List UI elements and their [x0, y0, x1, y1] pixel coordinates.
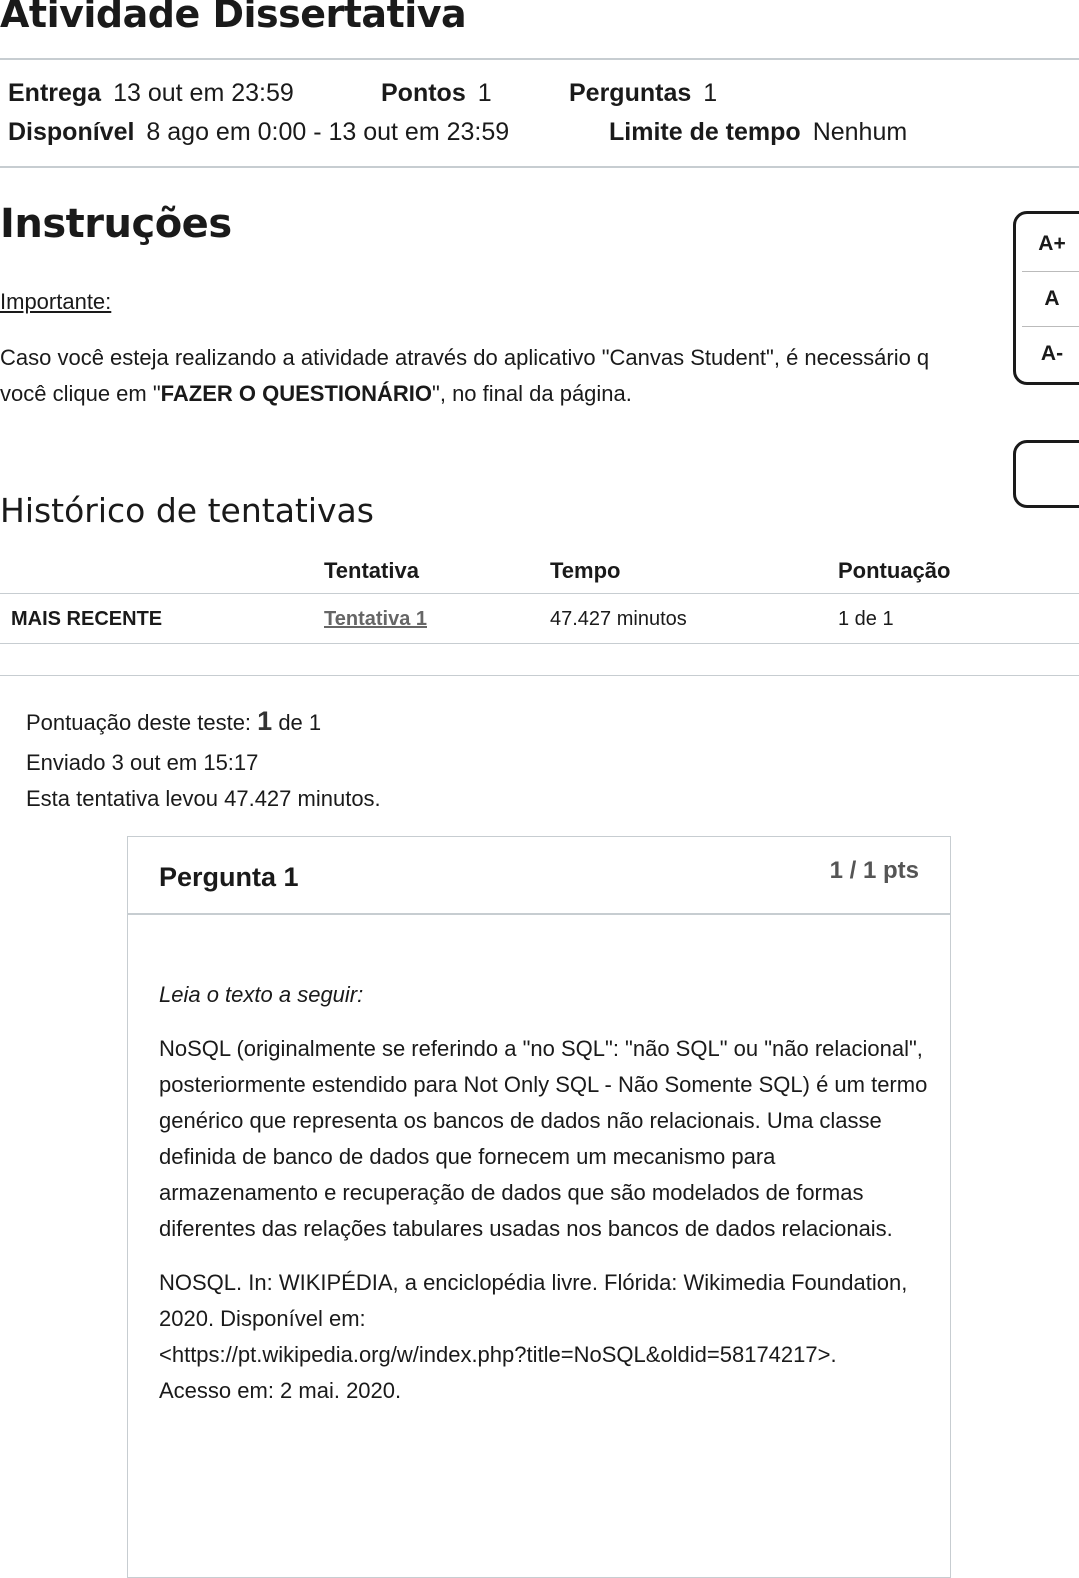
row-label: MAIS RECENTE	[11, 608, 163, 630]
questions-value: 1	[703, 79, 718, 107]
divider	[0, 58, 1079, 60]
divider	[0, 166, 1079, 168]
score-value: 1	[257, 706, 273, 736]
page-title: Atividade Dissertativa	[0, 0, 467, 36]
divider	[1022, 326, 1079, 327]
question-paragraph: NoSQL (originalmente se referindo a "no SQL": "não SQL" ou "não relacional", posteriormente estendido para Not Only SQL - Não Somente SQL) é um termo genérico que representa os bancos de dados não relacionais. Uma classe definida de banco de dados que fornecem um mecanismo para armazenamento e recuperação de dados que são modelados de formas diferentes das relações tabulares usadas nos bancos de dados relacionais.	[159, 1036, 928, 1241]
font-decrease-button[interactable]: A-	[1040, 342, 1064, 365]
font-normal-button[interactable]: A	[1044, 287, 1060, 310]
time-limit-value: Nenhum	[812, 118, 908, 146]
font-increase-button[interactable]: A+	[1038, 232, 1066, 255]
column-header-time: Tempo	[550, 558, 621, 583]
question-body	[159, 977, 929, 1427]
points-info	[381, 79, 492, 108]
points-value: 1	[477, 79, 492, 107]
time-limit-label: Limite de tempo	[609, 118, 801, 146]
important-label: Importante:	[0, 289, 112, 314]
points-label: Pontos	[381, 79, 466, 107]
time-limit	[609, 118, 907, 147]
questions-info	[569, 79, 717, 108]
instructions-text: Caso você esteja realizando a atividade através do aplicativo "Canvas Student", é necessário q você clique em "FAZER O QUESTIONÁRIO", no final da página.	[0, 345, 930, 406]
instructions-bold: FAZER O QUESTIONÁRIO	[160, 381, 433, 406]
due-label: Entrega	[8, 79, 102, 107]
column-header-attempt: Tentativa	[324, 558, 419, 583]
instructions-heading: Instruções	[0, 201, 232, 247]
side-tool-button[interactable]	[1013, 440, 1079, 508]
divider	[1022, 271, 1079, 272]
question-intro: Leia o texto a seguir:	[159, 982, 364, 1007]
question-citation: NOSQL. In: WIKIPÉDIA, a enciclopédia livre. Flórida: Wikimedia Foundation, 2020. Disponível em: <https://pt.wikipedia.org/w/index.php?title=NoSQL&oldid=58174217>. Acesso em: 2 mai. 2020.	[159, 1270, 908, 1403]
due-value: 13 out em 23:59	[113, 79, 294, 107]
questions-label: Perguntas	[569, 79, 692, 107]
attempt-link[interactable]: Tentativa 1	[324, 608, 427, 630]
question-title: Pergunta 1	[159, 862, 299, 892]
divider	[0, 593, 1079, 594]
attempt-score: 1 de 1	[838, 608, 894, 630]
attempt-duration: Esta tentativa levou 47.427 minutos.	[26, 786, 381, 811]
due-date	[8, 79, 294, 108]
font-size-controls	[1013, 211, 1079, 385]
score-summary: Pontuação deste teste: 1 de 1	[26, 706, 322, 736]
available-label: Disponível	[8, 118, 135, 146]
available-value: 8 ago em 0:00 - 13 out em 23:59	[146, 118, 510, 146]
divider	[0, 643, 1079, 644]
question-card	[127, 836, 951, 1578]
divider	[0, 675, 1079, 676]
history-heading: Histórico de tentativas	[0, 491, 374, 530]
column-header-score: Pontuação	[838, 558, 951, 583]
available-dates	[8, 118, 509, 147]
question-points: 1 / 1 pts	[829, 857, 919, 884]
attempt-time: 47.427 minutos	[550, 608, 687, 630]
question-header	[128, 837, 950, 915]
submitted-date: Enviado 3 out em 15:17	[26, 750, 259, 775]
